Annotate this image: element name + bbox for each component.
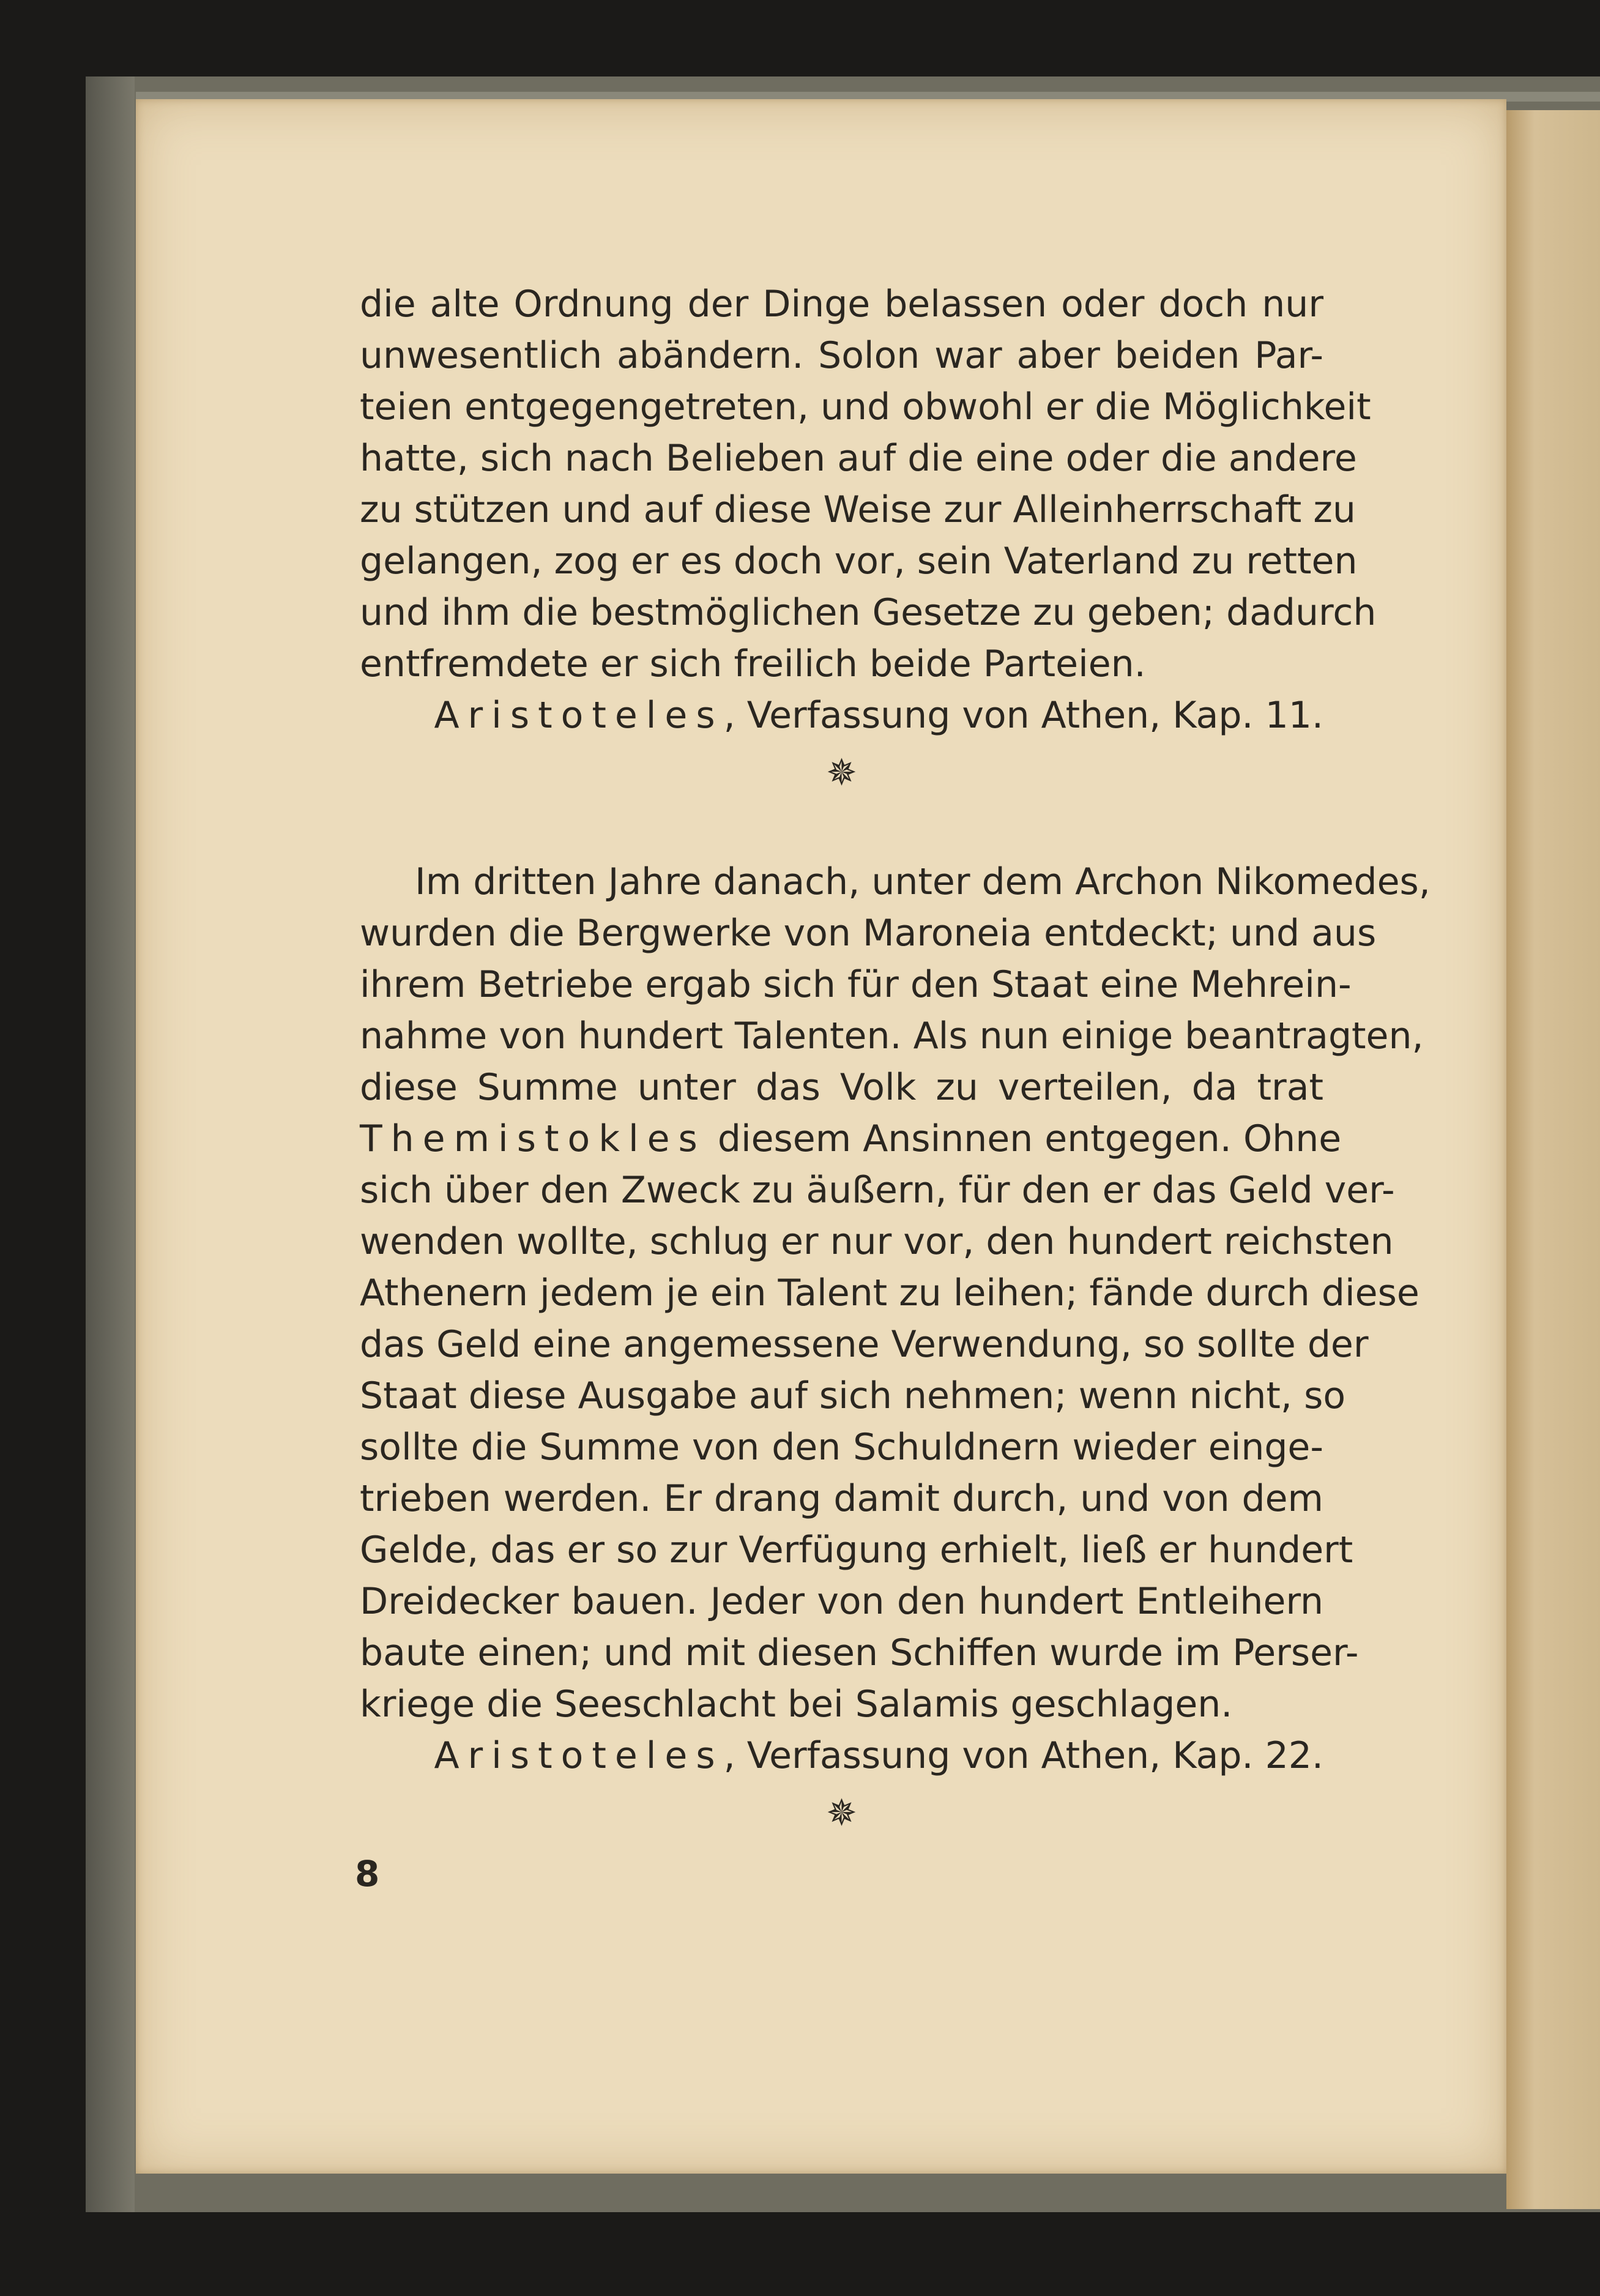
text-line: sollte die Summe von den Schuldnern wieder einge-	[360, 1426, 1323, 1469]
passage-themistokles	[360, 856, 1431, 1730]
text-line: gelangen, zog er es doch vor, sein Vaterland zu retten	[360, 540, 1358, 583]
text-line: unwesentlich abändern. Solon war aber beiden Par-	[360, 334, 1323, 377]
text-line: diese Summe unter das Volk zu verteilen, da trat	[360, 1066, 1323, 1109]
source-author: Aristoteles	[434, 694, 724, 737]
text-line: das Geld eine angemessene Verwendung, so sollte der	[360, 1323, 1369, 1366]
passage-solon	[360, 278, 1377, 690]
person-name: Themistokles	[360, 1117, 706, 1160]
section-separator-icon: ✵	[826, 1792, 857, 1835]
section-separator-icon: ✵	[826, 751, 857, 794]
text-line: und ihm die bestmöglichen Gesetze zu geben; dadurch	[360, 591, 1377, 634]
text-line: Im dritten Jahre danach, unter dem Archon Nikomedes,	[415, 860, 1431, 903]
text-line: zu stützen und auf diese Weise zur Alleinherrschaft zu	[360, 488, 1356, 531]
text-line: Dreidecker bauen. Jeder von den hundert Entleihern	[360, 1580, 1323, 1623]
source-citation-1	[360, 690, 1323, 741]
text-line: die alte Ordnung der Dinge belassen oder doch nur	[360, 283, 1323, 326]
name-line-rest: diesem Ansinnen entgegen. Ohne	[705, 1117, 1342, 1160]
text-line: sich über den Zweck zu äußern, für den er das Geld ver-	[360, 1169, 1395, 1212]
page-number: 8	[355, 1853, 380, 1895]
source-citation-2	[360, 1730, 1323, 1781]
text-line-name	[360, 1113, 1342, 1165]
text-line: Gelde, das er so zur Verfügung erhielt, ließ er hundert	[360, 1529, 1353, 1571]
text-line: baute einen; und mit diesen Schiffen wurde im Perser-	[360, 1631, 1359, 1674]
cover-edge-shadow	[86, 76, 135, 2212]
page-text	[360, 278, 1431, 1851]
source-title: , Verfassung von Athen, Kap. 11.	[723, 694, 1323, 737]
text-line: hatte, sich nach Belieben auf die eine oder die andere	[360, 437, 1357, 480]
text-line: wurden die Bergwerke von Maroneia entdeckt; und aus	[360, 912, 1377, 955]
source-author: Aristoteles	[434, 1734, 724, 1777]
text-line: nahme von hundert Talenten. Als nun einige beantragten,	[360, 1015, 1424, 1057]
text-line: Athenern jedem je ein Talent zu leihen; fände durch diese	[360, 1272, 1420, 1314]
text-line: entfremdete er sich freilich beide Parteien.	[360, 643, 1146, 685]
source-title: , Verfassung von Athen, Kap. 22.	[723, 1734, 1323, 1777]
text-line: Staat diese Ausgabe auf sich nehmen; wenn nicht, so	[360, 1374, 1346, 1417]
text-line: ihrem Betriebe ergab sich für den Staat eine Mehrein-	[360, 963, 1352, 1006]
text-line: kriege die Seeschlacht bei Salamis geschlagen.	[360, 1683, 1233, 1726]
text-line: teien entgegengetreten, und obwohl er die Möglichkeit	[360, 386, 1371, 428]
facing-page-edge	[1506, 110, 1600, 2209]
text-line: wenden wollte, schlug er nur vor, den hundert reichsten	[360, 1220, 1394, 1263]
text-line: trieben werden. Er drang damit durch, und von dem	[360, 1477, 1323, 1520]
